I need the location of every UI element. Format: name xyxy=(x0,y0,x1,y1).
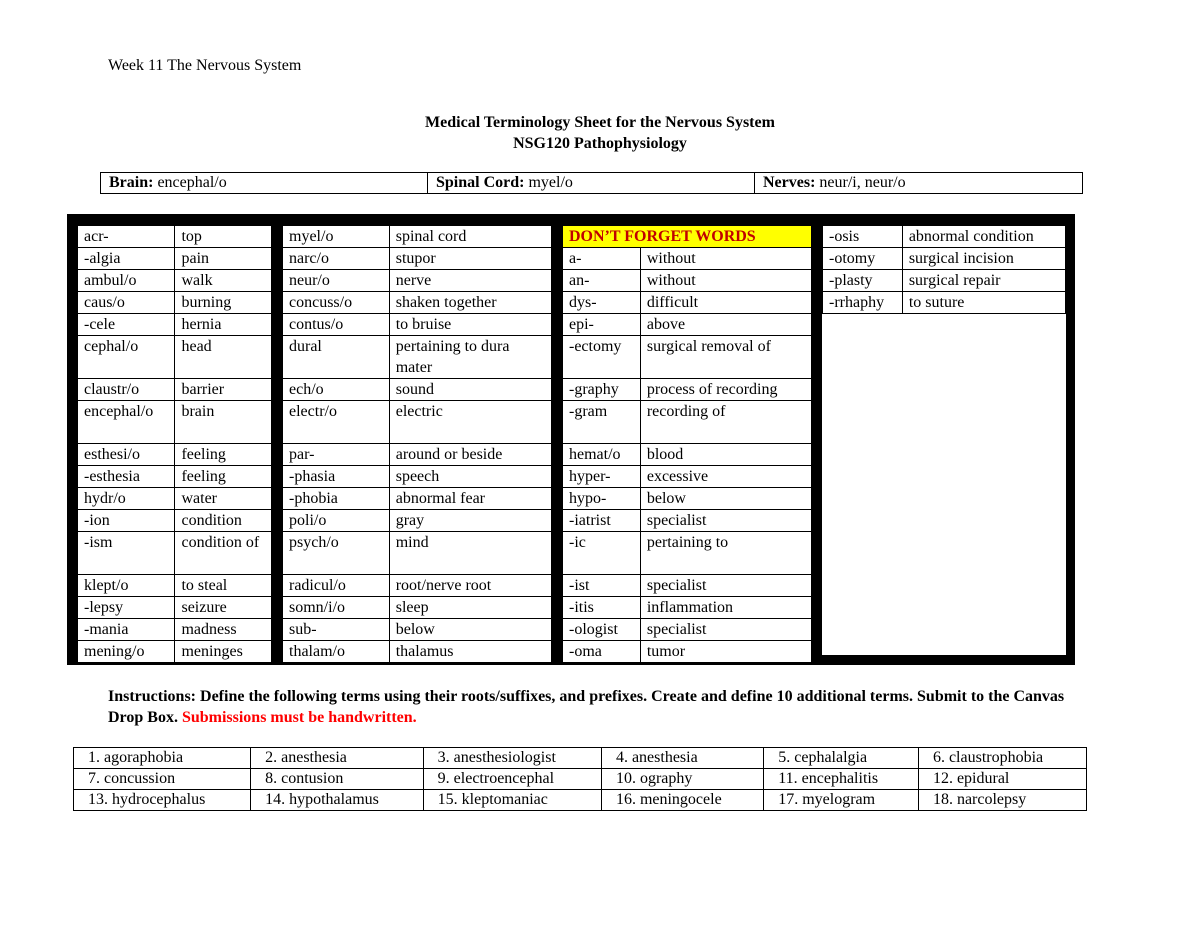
vocab-row xyxy=(283,597,552,619)
vocab-row xyxy=(78,641,272,663)
term-root: ambul/o xyxy=(78,270,175,292)
term-root: electr/o xyxy=(283,401,390,444)
page-header: Week 11 The Nervous System xyxy=(108,57,302,74)
vocab-row xyxy=(823,248,1066,270)
vocab-row xyxy=(563,641,812,663)
term-meaning: tumor xyxy=(640,641,811,663)
term-cell: 3. anesthesiologist xyxy=(423,748,601,769)
term-meaning: without xyxy=(640,248,811,270)
vocab-row xyxy=(563,444,812,466)
term-meaning: surgical removal of xyxy=(640,336,811,379)
vocab-row xyxy=(283,532,552,575)
vocab-row xyxy=(78,314,272,336)
term-meaning: condition of xyxy=(175,532,272,575)
term-meaning: burning xyxy=(175,292,272,314)
term-meaning: sleep xyxy=(389,597,551,619)
vocab-row xyxy=(563,314,812,336)
vocab-row xyxy=(283,575,552,597)
term-meaning: around or beside xyxy=(389,444,551,466)
term-meaning: to bruise xyxy=(389,314,551,336)
term-meaning: difficult xyxy=(640,292,811,314)
vocab-table-3 xyxy=(562,225,812,663)
term-meaning: madness xyxy=(175,619,272,641)
term-meaning: stupor xyxy=(389,248,551,270)
vocab-row xyxy=(78,575,272,597)
term-meaning: gray xyxy=(389,510,551,532)
term-root: -iatrist xyxy=(563,510,641,532)
term-meaning: specialist xyxy=(640,619,811,641)
term-root: -lepsy xyxy=(78,597,175,619)
vocab-row xyxy=(78,619,272,641)
term-cell: 5. cephalalgia xyxy=(764,748,919,769)
term-meaning: head xyxy=(175,336,272,379)
term-root: radicul/o xyxy=(283,575,390,597)
term-meaning: specialist xyxy=(640,575,811,597)
term-root: poli/o xyxy=(283,510,390,532)
term-root: concuss/o xyxy=(283,292,390,314)
vocab-row xyxy=(563,336,812,379)
term-root: -osis xyxy=(823,226,903,248)
term-root: -ion xyxy=(78,510,175,532)
term-root: caus/o xyxy=(78,292,175,314)
term-root: -ic xyxy=(563,532,641,575)
term-root: -otomy xyxy=(823,248,903,270)
term-meaning: blood xyxy=(640,444,811,466)
term-root: -gram xyxy=(563,401,641,444)
vocab-row xyxy=(563,401,812,444)
term-root: esthesi/o xyxy=(78,444,175,466)
terms-row xyxy=(74,769,1087,790)
term-cell: 4. anesthesia xyxy=(601,748,763,769)
term-meaning: nerve xyxy=(389,270,551,292)
vocab-row xyxy=(78,379,272,401)
term-cell: 2. anesthesia xyxy=(251,748,424,769)
terms-row xyxy=(74,748,1087,769)
term-cell: 8. contusion xyxy=(251,769,424,790)
vocab-row xyxy=(563,466,812,488)
vocab-row xyxy=(78,532,272,575)
term-meaning: shaken together xyxy=(389,292,551,314)
term-meaning: pertaining to xyxy=(640,532,811,575)
term-cell: 7. concussion xyxy=(74,769,251,790)
term-root: contus/o xyxy=(283,314,390,336)
vocab-row xyxy=(563,532,812,575)
page-title xyxy=(0,112,1200,154)
term-root: encephal/o xyxy=(78,401,175,444)
term-meaning: walk xyxy=(175,270,272,292)
term-root: -itis xyxy=(563,597,641,619)
vocab-row xyxy=(78,336,272,379)
term-meaning: feeling xyxy=(175,466,272,488)
term-root: -ist xyxy=(563,575,641,597)
term-root: -mania xyxy=(78,619,175,641)
root-spinal-cord: Spinal Cord: myel/o xyxy=(428,173,755,194)
vocab-row xyxy=(283,619,552,641)
vocab-row xyxy=(283,641,552,663)
term-root: dural xyxy=(283,336,390,379)
vocab-row xyxy=(78,226,272,248)
term-cell: 13. hydrocephalus xyxy=(74,790,251,811)
term-root: hydr/o xyxy=(78,488,175,510)
term-meaning: pain xyxy=(175,248,272,270)
vocab-row xyxy=(78,248,272,270)
vocab-row xyxy=(563,488,812,510)
term-cell: 12. epidural xyxy=(918,769,1086,790)
vocab-row xyxy=(283,401,552,444)
vocab-row xyxy=(563,619,812,641)
vocab-row xyxy=(78,444,272,466)
vocab-row xyxy=(283,379,552,401)
vocab-row xyxy=(563,575,812,597)
term-root: hyper- xyxy=(563,466,641,488)
instructions xyxy=(108,686,1098,728)
terms-table xyxy=(73,747,1087,811)
vocab-row xyxy=(283,488,552,510)
vocab-row xyxy=(563,597,812,619)
term-meaning: pertaining to dura mater xyxy=(389,336,551,379)
term-root: -phasia xyxy=(283,466,390,488)
root-brain: Brain: encephal/o xyxy=(101,173,428,194)
vocab-row xyxy=(283,270,552,292)
dont-forget-header-row xyxy=(563,226,812,248)
vocab-row xyxy=(283,314,552,336)
term-meaning: sound xyxy=(389,379,551,401)
term-root: a- xyxy=(563,248,641,270)
vocab-row xyxy=(823,292,1066,314)
root-nerves: Nerves: neur/i, neur/o xyxy=(755,173,1083,194)
term-root: somn/i/o xyxy=(283,597,390,619)
term-root: mening/o xyxy=(78,641,175,663)
term-root: sub- xyxy=(283,619,390,641)
term-root: claustr/o xyxy=(78,379,175,401)
term-root: -ism xyxy=(78,532,175,575)
term-meaning: hernia xyxy=(175,314,272,336)
term-root: psych/o xyxy=(283,532,390,575)
vocab-row xyxy=(823,270,1066,292)
dont-forget-header: DON’T FORGET WORDS xyxy=(563,226,812,248)
instructions-handwritten-note: Submissions must be handwritten. xyxy=(181,709,417,726)
vocab-table-1 xyxy=(77,225,272,663)
vocab-row xyxy=(563,270,812,292)
vocab-row xyxy=(563,292,812,314)
vocab-row xyxy=(283,248,552,270)
vocab-row xyxy=(283,510,552,532)
term-cell: 16. meningocele xyxy=(601,790,763,811)
term-root: par- xyxy=(283,444,390,466)
term-meaning: condition xyxy=(175,510,272,532)
term-meaning: to steal xyxy=(175,575,272,597)
term-meaning: water xyxy=(175,488,272,510)
term-meaning: to suture xyxy=(902,292,1065,314)
vocab-row xyxy=(283,466,552,488)
vocab-table-4 xyxy=(822,225,1066,314)
vocab-row xyxy=(283,226,552,248)
term-root: -rrhaphy xyxy=(823,292,903,314)
vocab-row xyxy=(78,401,272,444)
term-meaning: brain xyxy=(175,401,272,444)
vocab-row xyxy=(78,466,272,488)
term-root: hemat/o xyxy=(563,444,641,466)
term-cell: 18. narcolepsy xyxy=(918,790,1086,811)
term-meaning: above xyxy=(640,314,811,336)
term-meaning: abnormal condition xyxy=(902,226,1065,248)
term-root: epi- xyxy=(563,314,641,336)
term-meaning: mind xyxy=(389,532,551,575)
vocab-blank-area xyxy=(822,312,1066,655)
term-root: acr- xyxy=(78,226,175,248)
vocab-row xyxy=(78,510,272,532)
term-root: dys- xyxy=(563,292,641,314)
vocab-row xyxy=(283,336,552,379)
vocab-row xyxy=(823,226,1066,248)
term-root: -algia xyxy=(78,248,175,270)
term-meaning: spinal cord xyxy=(389,226,551,248)
term-meaning: electric xyxy=(389,401,551,444)
vocab-row xyxy=(78,597,272,619)
vocab-table-2 xyxy=(282,225,552,663)
term-cell: 14. hypothalamus xyxy=(251,790,424,811)
vocab-row xyxy=(283,292,552,314)
vocab-row xyxy=(563,510,812,532)
term-cell: 17. myelogram xyxy=(764,790,919,811)
term-meaning: feeling xyxy=(175,444,272,466)
term-meaning: seizure xyxy=(175,597,272,619)
term-root: -phobia xyxy=(283,488,390,510)
term-meaning: specialist xyxy=(640,510,811,532)
term-cell: 11. encephalitis xyxy=(764,769,919,790)
title-line-2: NSG120 Pathophysiology xyxy=(513,135,687,152)
term-cell: 10. ography xyxy=(601,769,763,790)
vocab-row xyxy=(78,488,272,510)
term-root: thalam/o xyxy=(283,641,390,663)
term-root: -oma xyxy=(563,641,641,663)
terms-row xyxy=(74,790,1087,811)
vocab-row xyxy=(78,270,272,292)
instructions-text: Instructions: Define the following terms using their roots/suffixes, and prefixes. Create and define 10 additional terms. Submit to the Canvas Drop Box. xyxy=(108,688,1065,726)
term-root: ech/o xyxy=(283,379,390,401)
term-meaning: recording of xyxy=(640,401,811,444)
term-cell: 6. claustrophobia xyxy=(918,748,1086,769)
term-meaning: without xyxy=(640,270,811,292)
term-root: an- xyxy=(563,270,641,292)
term-meaning: barrier xyxy=(175,379,272,401)
term-root: hypo- xyxy=(563,488,641,510)
term-cell: 15. kleptomaniac xyxy=(423,790,601,811)
term-root: myel/o xyxy=(283,226,390,248)
term-meaning: below xyxy=(389,619,551,641)
vocab-row xyxy=(283,444,552,466)
vocab-row xyxy=(563,379,812,401)
term-root: klept/o xyxy=(78,575,175,597)
term-meaning: abnormal fear xyxy=(389,488,551,510)
term-meaning: below xyxy=(640,488,811,510)
term-root: cephal/o xyxy=(78,336,175,379)
term-meaning: speech xyxy=(389,466,551,488)
term-meaning: surgical incision xyxy=(902,248,1065,270)
term-meaning: top xyxy=(175,226,272,248)
term-meaning: meninges xyxy=(175,641,272,663)
term-meaning: inflammation xyxy=(640,597,811,619)
term-root: -esthesia xyxy=(78,466,175,488)
term-meaning: surgical repair xyxy=(902,270,1065,292)
term-root: neur/o xyxy=(283,270,390,292)
term-root: -graphy xyxy=(563,379,641,401)
term-meaning: thalamus xyxy=(389,641,551,663)
term-root: narc/o xyxy=(283,248,390,270)
vocab-row xyxy=(563,248,812,270)
term-cell: 9. electroencephal xyxy=(423,769,601,790)
term-root: -ologist xyxy=(563,619,641,641)
term-cell: 1. agoraphobia xyxy=(74,748,251,769)
vocab-row xyxy=(78,292,272,314)
term-root: -ectomy xyxy=(563,336,641,379)
term-meaning: process of recording xyxy=(640,379,811,401)
term-root: -plasty xyxy=(823,270,903,292)
term-root: -cele xyxy=(78,314,175,336)
title-line-1: Medical Terminology Sheet for the Nervous System xyxy=(425,114,775,131)
term-meaning: root/nerve root xyxy=(389,575,551,597)
roots-table xyxy=(100,172,1083,194)
term-meaning: excessive xyxy=(640,466,811,488)
